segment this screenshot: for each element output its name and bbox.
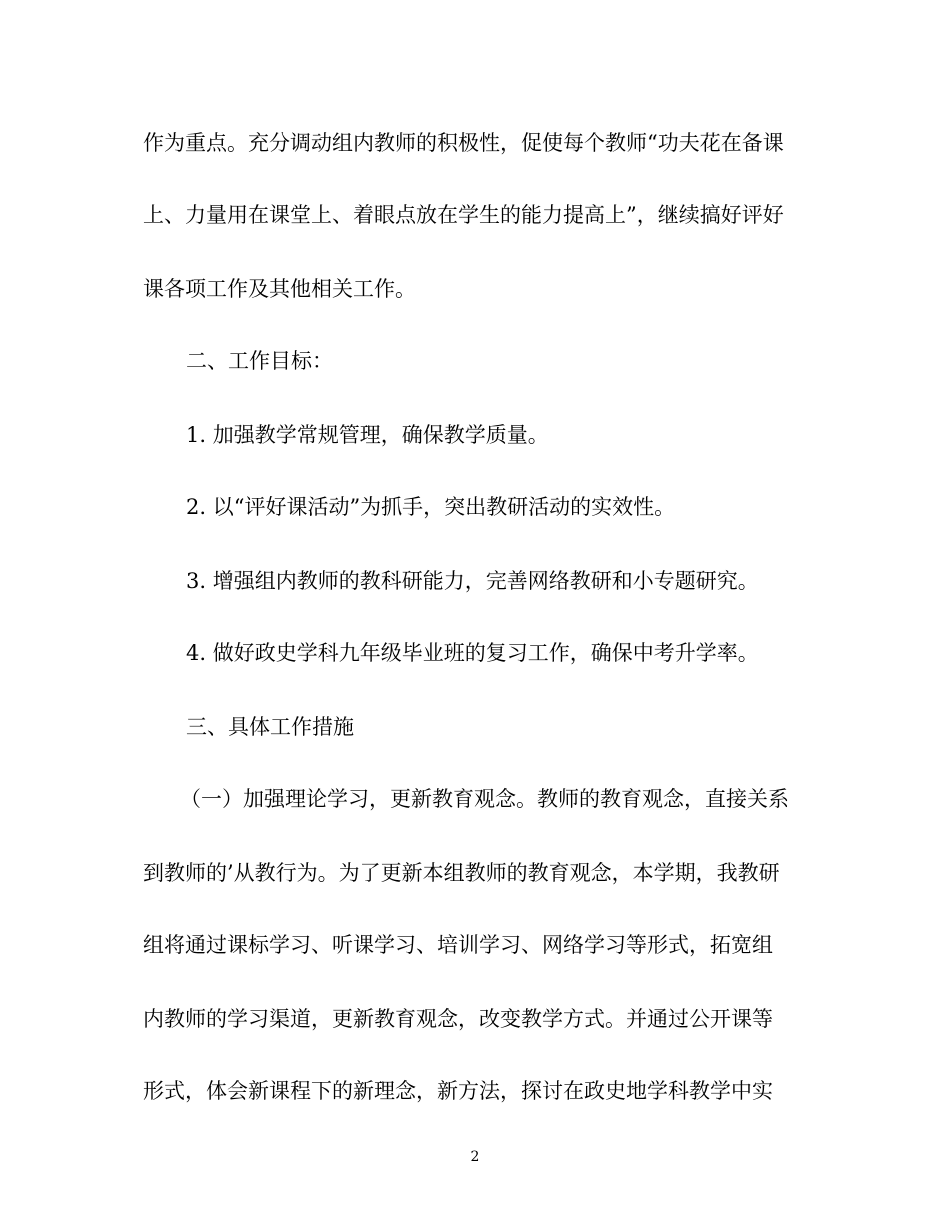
list-item: 3. 增强组内教师的教科研能力，完善网络教研和小专题研究。 [186, 569, 759, 593]
section-heading: 二、工作目标： [186, 349, 333, 373]
text-line: 组将通过课标学习、听课学习、培训学习、网络学习等形式，拓宽组 [143, 933, 773, 957]
text-line: 到教师的’从教行为。为了更新本组教师的教育观念，本学期，我教研 [143, 861, 780, 885]
text-line: 形式，体会新课程下的新理念，新方法，探讨在政史地学科教学中实 [143, 1079, 773, 1103]
page-number: 2 [470, 1149, 480, 1165]
text-line: 作为重点。充分调动组内教师的积极性，促使每个教师“功夫花在备课 [143, 131, 784, 155]
text-line: 内教师的学习渠道，更新教育观念，改变教学方式。并通过公开课等 [143, 1007, 773, 1031]
text-line: 上、力量用在课堂上、着眼点放在学生的能力提高上”，继续搞好评好 [143, 203, 784, 227]
list-item: 1. 加强教学常规管理，确保教学质量。 [186, 423, 549, 447]
list-item: 2. 以“评好课活动”为抓手，突出教研活动的实效性。 [186, 495, 676, 519]
section-heading: 三、具体工作措施 [186, 715, 354, 739]
list-item: 4. 做好政史学科九年级毕业班的复习工作，确保中考升学率。 [186, 641, 759, 665]
text-line: 课各项工作及其他相关工作。 [143, 277, 416, 301]
text-line: （一）加强理论学习，更新教育观念。教师的教育观念，直接关系 [180, 787, 789, 811]
